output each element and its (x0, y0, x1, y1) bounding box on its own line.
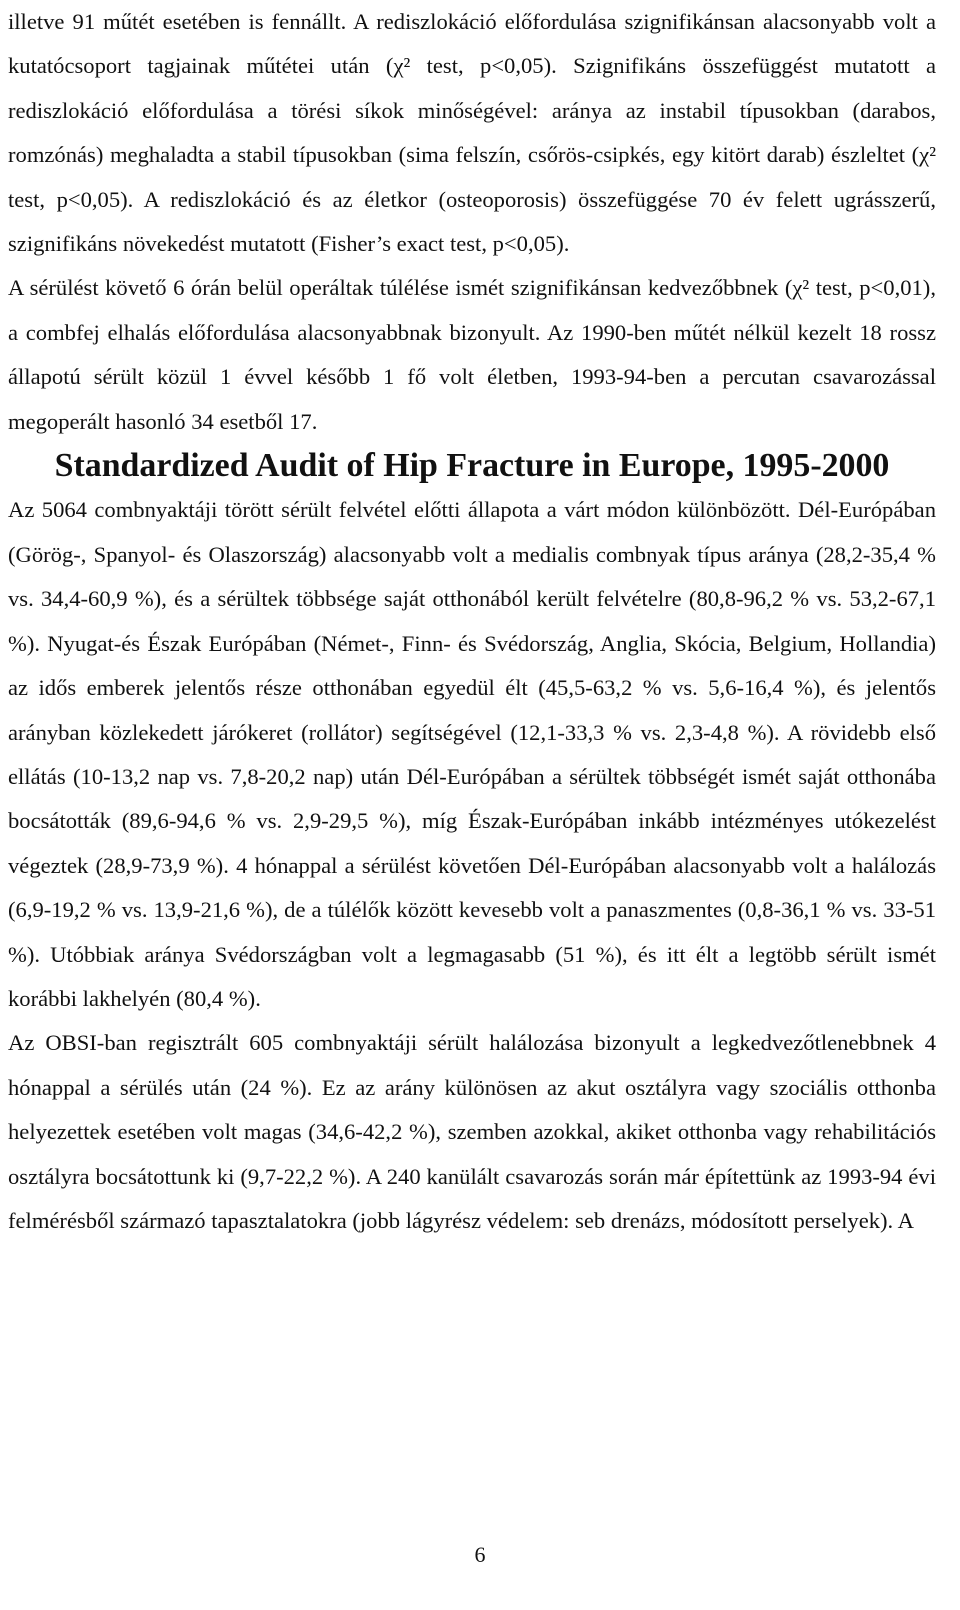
page-number: 6 (474, 1542, 486, 1567)
section-heading: Standardized Audit of Hip Fracture in Europe, 1995-2000 (54, 447, 890, 485)
paragraph-rediszlokacio: illetve 91 műtét esetében is fennállt. A rediszlokáció előfordulása szignifikánsan alacsonyabb volt a kutatócsoport tagjainak műtétei után (χ² test, p<0,05). Szignifikáns összefüggést mutatott a rediszlokáció előfordulása a törési síkok minőségével: aránya az instabil típusokban (darabos, romzónás) meghaladta a stabil típusokban (sima felszín, csőrös-csipkés, egy kitört darab) észleltet (χ² test, p<0,05). A rediszlokáció és az életkor (osteoporosis) összefüggése 70 év felett ugrásszerű, szignifikáns növekedést mutatott (Fisher’s exact test, p<0,05). (8, 9, 936, 257)
paragraph-obsi: Az OBSI-ban regisztrált 605 combnyaktáji sérült halálozása bizonyult a legkedvezőtlenebbnek 4 hónappal a sérülés után (24 %). Ez az arány különösen az akut osztályra vagy szociális otthonba helyezettek esetében volt magas (34,6-42,2 %), szemben azokkal, akiket otthonba vagy rehabilitációs osztályra bocsátottunk ki (9,7-22,2 %). A 240 kanülált csavarozás során már építettünk az 1993-94 évi felmérésből származó tapasztalatokra (jobb lágyrész védelem: seb drenázs, módosított perselyek). A (8, 1030, 936, 1233)
paragraph-europe-audit: Az 5064 combnyaktáji törött sérült felvétel előtti állapota a várt módon különbözött. Dél-Európában (Görög-, Spanyol- és Olaszország) alacsonyabb volt a medialis combnyak típus aránya (28,2-35,4 % vs. 34,4-60,9 %), és a sérültek többsége saját otthonából került felvételre (80,8-96,2 % vs. 53,2-67,1 %). Nyugat-és Észak Európában (Német-, Finn- és Svédország, Anglia, Skócia, Belgium, Hollandia) az idős emberek jelentős része otthonában egyedül élt (45,5-63,2 % vs. 5,6-16,4 %), és jelentős arányban közlekedett járókeret (rollátor) segítségével (12,1-33,3 % vs. 2,3-4,8 %). A rövidebb első ellátás (10-13,2 nap vs. 7,8-20,2 nap) után Dél-Európában a sérültek többségét ismét saját otthonába bocsátották (89,6-94,6 % vs. 2,9-29,5 %), míg Észak-Európában inkább intézményes utókezelést végeztek (28,9-73,9 %). 4 hónappal a sérülést követően Dél-Európában alacsonyabb volt a halálozás (6,9-19,2 % vs. 13,9-21,6 %), de a túlélők között kevesebb volt a panaszmentes (0,8-36,1 % vs. 33-51 %). Utóbbiak aránya Svédországban volt a legmagasabb (51 %), és itt élt a legtöbb sérült ismét korábbi lakhelyén (80,4 %). (8, 497, 936, 1011)
paragraph-survival: A sérülést követő 6 órán belül operáltak túlélése ismét szignifikánsan kedvezőbbnek (χ² test, p<0,01), a combfej elhalás előfordulása alacsonyabbnak bizonyult. Az 1990-ben műtét nélkül kezelt 18 rossz állapotú sérült közül 1 évvel később 1 fő volt életben, 1993-94-ben a percutan csavarozással megoperált hasonló 34 esetből 17. (8, 275, 936, 434)
document-body (8, 0, 936, 1243)
